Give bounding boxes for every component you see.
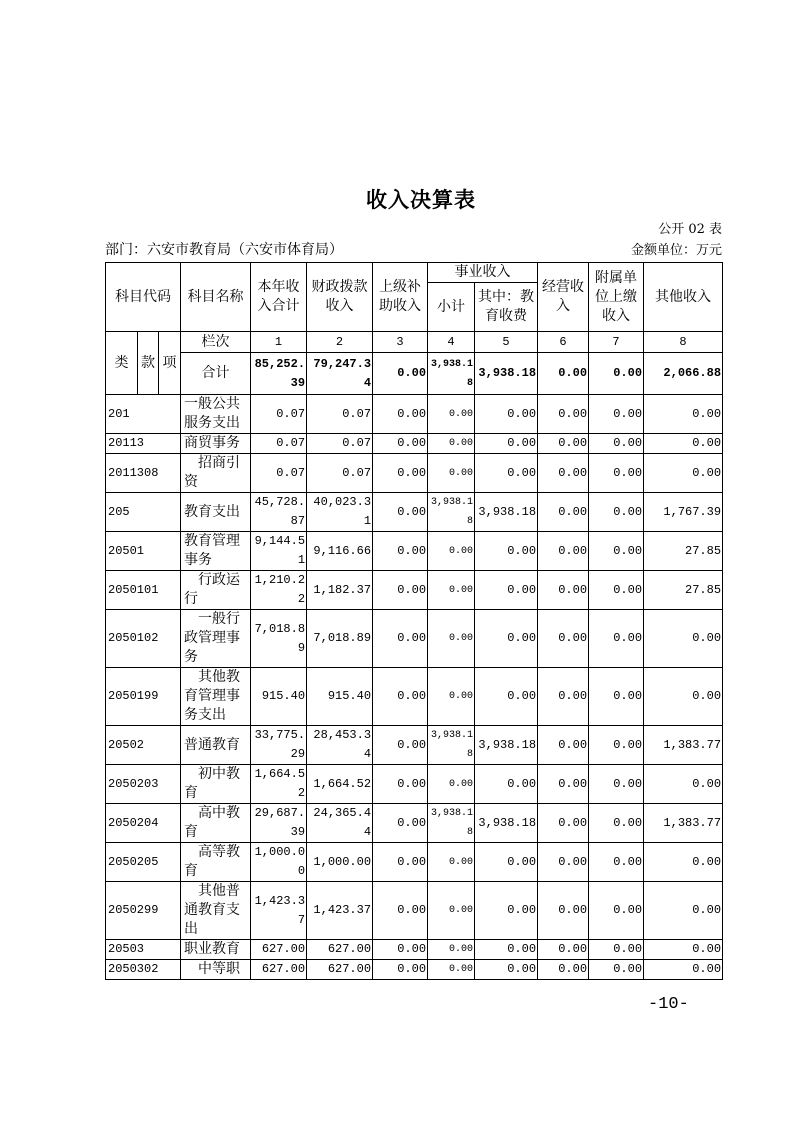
fiscal-appropriation-cell: 24,365.44 [307, 804, 373, 843]
table-row [106, 726, 723, 765]
operating-income-cell: 0.00 [538, 454, 589, 493]
other-income-cell: 0.00 [644, 395, 723, 434]
subject-name-cell: 普通教育 [181, 726, 251, 765]
subject-name-cell: 高中教育 [181, 804, 251, 843]
page-title: 收入决算表 [366, 187, 476, 212]
subject-name-cell: 初中教育 [181, 765, 251, 804]
total-income-cell: 627.00 [251, 960, 307, 980]
operating-income-cell: 0.00 [538, 726, 589, 765]
column-index-label: 栏次 [181, 332, 251, 353]
page-number: -10- [648, 995, 689, 1014]
table-row [106, 668, 723, 726]
table-row [106, 843, 723, 882]
total-income-cell: 1,423.37 [251, 882, 307, 940]
fiscal-appropriation-cell: 915.40 [307, 668, 373, 726]
affiliated-remittance-total: 0.00 [589, 353, 644, 395]
business-subtotal-cell: 0.00 [428, 765, 475, 804]
code-level-class: 类 [106, 332, 138, 395]
total-income-cell: 1,664.52 [251, 765, 307, 804]
business-subtotal-cell: 0.00 [428, 882, 475, 940]
other-income-cell: 0.00 [644, 454, 723, 493]
income-table [105, 262, 723, 980]
education-fees-cell: 0.00 [475, 765, 538, 804]
table-row [106, 454, 723, 493]
total-row [106, 353, 723, 395]
table-row [106, 960, 723, 980]
superior-subsidy-total: 0.00 [373, 353, 428, 395]
fiscal-appropriation-cell: 1,664.52 [307, 765, 373, 804]
operating-income-cell: 0.00 [538, 960, 589, 980]
operating-income-cell: 0.00 [538, 571, 589, 610]
table-row [106, 532, 723, 571]
business-subtotal-total: 3,938.18 [428, 353, 475, 395]
subject-name-cell: 教育支出 [181, 493, 251, 532]
table-row [106, 804, 723, 843]
subject-name-cell: 招商引资 [181, 454, 251, 493]
superior-subsidy-cell: 0.00 [373, 434, 428, 454]
other-income-cell: 27.85 [644, 571, 723, 610]
code-level-section: 款 [138, 332, 159, 395]
affiliated-remittance-cell: 0.00 [589, 571, 644, 610]
subject-code-cell: 20503 [106, 940, 181, 960]
affiliated-remittance-cell: 0.00 [589, 726, 644, 765]
subject-code-cell: 201 [106, 395, 181, 434]
header-business-subtotal: 小计 [428, 283, 475, 332]
header-education-fees: 其中：教育收费 [475, 283, 538, 332]
superior-subsidy-cell: 0.00 [373, 395, 428, 434]
header-superior-subsidy: 上级补助收入 [373, 263, 428, 332]
fiscal-appropriation-cell: 7,018.89 [307, 610, 373, 668]
operating-income-cell: 0.00 [538, 610, 589, 668]
subject-name-cell: 高等教育 [181, 843, 251, 882]
affiliated-remittance-cell: 0.00 [589, 610, 644, 668]
subject-name-cell: 中等职 [181, 960, 251, 980]
affiliated-remittance-cell: 0.00 [589, 434, 644, 454]
operating-income-cell: 0.00 [538, 804, 589, 843]
fiscal-appropriation-cell: 0.07 [307, 454, 373, 493]
business-subtotal-cell: 0.00 [428, 960, 475, 980]
subject-code-cell: 2050199 [106, 668, 181, 726]
subject-code-cell: 2050302 [106, 960, 181, 980]
table-body [106, 332, 723, 980]
fiscal-appropriation-cell: 0.07 [307, 434, 373, 454]
column-index-number: 4 [428, 332, 475, 353]
header-affiliated-remittance: 附属单位上缴收入 [589, 263, 644, 332]
fiscal-appropriation-cell: 627.00 [307, 960, 373, 980]
department-label: 部门：六安市教育局（六安市体育局） [105, 242, 343, 258]
table-header [106, 263, 723, 332]
column-index-number: 3 [373, 332, 428, 353]
header-subject-code: 科目代码 [106, 263, 181, 332]
code-level-item: 项 [159, 332, 181, 395]
total-income-cell: 9,144.51 [251, 532, 307, 571]
affiliated-remittance-cell: 0.00 [589, 493, 644, 532]
table-row [106, 434, 723, 454]
affiliated-remittance-cell: 0.00 [589, 395, 644, 434]
total-income-cell: 1,000.00 [251, 843, 307, 882]
operating-income-cell: 0.00 [538, 532, 589, 571]
superior-subsidy-cell: 0.00 [373, 843, 428, 882]
subject-code-cell: 2050204 [106, 804, 181, 843]
total-income-cell: 0.07 [251, 395, 307, 434]
subject-name-cell: 职业教育 [181, 940, 251, 960]
fiscal-appropriation-cell: 1,182.37 [307, 571, 373, 610]
education-fees-cell: 0.00 [475, 434, 538, 454]
fiscal-appropriation-cell: 9,116.66 [307, 532, 373, 571]
operating-income-cell: 0.00 [538, 493, 589, 532]
subject-code-cell: 20113 [106, 434, 181, 454]
fiscal-appropriation-cell: 0.07 [307, 395, 373, 434]
education-fees-total: 3,938.18 [475, 353, 538, 395]
superior-subsidy-cell: 0.00 [373, 610, 428, 668]
operating-income-cell: 0.00 [538, 882, 589, 940]
other-income-cell: 0.00 [644, 940, 723, 960]
other-income-cell: 0.00 [644, 882, 723, 940]
table-row [106, 395, 723, 434]
business-subtotal-cell: 0.00 [428, 395, 475, 434]
education-fees-cell: 3,938.18 [475, 804, 538, 843]
total-income-total: 85,252.39 [251, 353, 307, 395]
superior-subsidy-cell: 0.00 [373, 493, 428, 532]
affiliated-remittance-cell: 0.00 [589, 960, 644, 980]
subject-code-cell: 2050101 [106, 571, 181, 610]
other-income-cell: 27.85 [644, 532, 723, 571]
superior-subsidy-cell: 0.00 [373, 804, 428, 843]
business-subtotal-cell: 0.00 [428, 434, 475, 454]
table-row [106, 571, 723, 610]
other-income-cell: 0.00 [644, 434, 723, 454]
header-business-income: 事业收入 [428, 263, 538, 283]
operating-income-cell: 0.00 [538, 843, 589, 882]
operating-income-total: 0.00 [538, 353, 589, 395]
superior-subsidy-cell: 0.00 [373, 940, 428, 960]
business-subtotal-cell: 0.00 [428, 843, 475, 882]
column-index-row [106, 332, 723, 353]
total-income-cell: 0.07 [251, 434, 307, 454]
business-subtotal-cell: 0.00 [428, 571, 475, 610]
affiliated-remittance-cell: 0.00 [589, 454, 644, 493]
operating-income-cell: 0.00 [538, 434, 589, 454]
operating-income-cell: 0.00 [538, 765, 589, 804]
table-row [106, 493, 723, 532]
column-index-number: 6 [538, 332, 589, 353]
business-subtotal-cell: 0.00 [428, 454, 475, 493]
other-income-cell: 0.00 [644, 610, 723, 668]
education-fees-cell: 0.00 [475, 882, 538, 940]
total-income-cell: 1,210.22 [251, 571, 307, 610]
operating-income-cell: 0.00 [538, 940, 589, 960]
subject-code-cell: 2050102 [106, 610, 181, 668]
affiliated-remittance-cell: 0.00 [589, 765, 644, 804]
column-index-number: 8 [644, 332, 723, 353]
education-fees-cell: 0.00 [475, 668, 538, 726]
business-subtotal-cell: 3,938.18 [428, 493, 475, 532]
fiscal-appropriation-cell: 627.00 [307, 940, 373, 960]
superior-subsidy-cell: 0.00 [373, 454, 428, 493]
other-income-cell: 0.00 [644, 843, 723, 882]
total-label: 合计 [181, 353, 251, 395]
subject-name-cell: 其他普通教育支出 [181, 882, 251, 940]
header-subject-name: 科目名称 [181, 263, 251, 332]
subject-name-cell: 其他教育管理事务支出 [181, 668, 251, 726]
total-income-cell: 915.40 [251, 668, 307, 726]
table-row [106, 610, 723, 668]
education-fees-cell: 3,938.18 [475, 726, 538, 765]
other-income-total: 2,066.88 [644, 353, 723, 395]
other-income-cell: 1,383.77 [644, 804, 723, 843]
fiscal-appropriation-cell: 1,423.37 [307, 882, 373, 940]
subject-code-cell: 205 [106, 493, 181, 532]
business-subtotal-cell: 0.00 [428, 940, 475, 960]
header-total-income: 本年收入合计 [251, 263, 307, 332]
education-fees-cell: 3,938.18 [475, 493, 538, 532]
education-fees-cell: 0.00 [475, 843, 538, 882]
other-income-cell: 1,383.77 [644, 726, 723, 765]
business-subtotal-cell: 0.00 [428, 532, 475, 571]
fiscal-appropriation-cell: 40,023.31 [307, 493, 373, 532]
superior-subsidy-cell: 0.00 [373, 765, 428, 804]
superior-subsidy-cell: 0.00 [373, 571, 428, 610]
subject-code-cell: 2050205 [106, 843, 181, 882]
other-income-cell: 1,767.39 [644, 493, 723, 532]
subject-code-cell: 20502 [106, 726, 181, 765]
column-index-number: 1 [251, 332, 307, 353]
subject-name-cell: 一般公共服务支出 [181, 395, 251, 434]
superior-subsidy-cell: 0.00 [373, 668, 428, 726]
table-row [106, 765, 723, 804]
fiscal-appropriation-cell: 1,000.00 [307, 843, 373, 882]
other-income-cell: 0.00 [644, 765, 723, 804]
other-income-cell: 0.00 [644, 668, 723, 726]
education-fees-cell: 0.00 [475, 532, 538, 571]
affiliated-remittance-cell: 0.00 [589, 532, 644, 571]
total-income-cell: 45,728.87 [251, 493, 307, 532]
education-fees-cell: 0.00 [475, 610, 538, 668]
subject-code-cell: 20501 [106, 532, 181, 571]
superior-subsidy-cell: 0.00 [373, 960, 428, 980]
superior-subsidy-cell: 0.00 [373, 882, 428, 940]
total-income-cell: 0.07 [251, 454, 307, 493]
fiscal-appropriation-cell: 28,453.34 [307, 726, 373, 765]
affiliated-remittance-cell: 0.00 [589, 843, 644, 882]
header-row [106, 263, 723, 283]
column-index-number: 5 [475, 332, 538, 353]
fiscal-appropriation-total: 79,247.34 [307, 353, 373, 395]
total-income-cell: 33,775.29 [251, 726, 307, 765]
table-row [106, 940, 723, 960]
business-subtotal-cell: 0.00 [428, 668, 475, 726]
form-number: 公开 02 表 [658, 222, 722, 237]
business-subtotal-cell: 3,938.18 [428, 726, 475, 765]
affiliated-remittance-cell: 0.00 [589, 940, 644, 960]
subject-name-cell: 一般行政管理事务 [181, 610, 251, 668]
column-index-number: 7 [589, 332, 644, 353]
operating-income-cell: 0.00 [538, 668, 589, 726]
total-income-cell: 7,018.89 [251, 610, 307, 668]
superior-subsidy-cell: 0.00 [373, 532, 428, 571]
header-operating-income: 经营收入 [538, 263, 589, 332]
operating-income-cell: 0.00 [538, 395, 589, 434]
subject-code-cell: 2050299 [106, 882, 181, 940]
amount-unit-label: 金额单位：万元 [630, 243, 722, 258]
other-income-cell: 0.00 [644, 960, 723, 980]
subject-name-cell: 商贸事务 [181, 434, 251, 454]
affiliated-remittance-cell: 0.00 [589, 804, 644, 843]
business-subtotal-cell: 0.00 [428, 610, 475, 668]
total-income-cell: 627.00 [251, 940, 307, 960]
business-subtotal-cell: 3,938.18 [428, 804, 475, 843]
affiliated-remittance-cell: 0.00 [589, 668, 644, 726]
header-fiscal-appropriation: 财政拨款收入 [307, 263, 373, 332]
education-fees-cell: 0.00 [475, 571, 538, 610]
table-row [106, 882, 723, 940]
subject-code-cell: 2011308 [106, 454, 181, 493]
education-fees-cell: 0.00 [475, 454, 538, 493]
subject-name-cell: 教育管理事务 [181, 532, 251, 571]
subject-code-cell: 2050203 [106, 765, 181, 804]
education-fees-cell: 0.00 [475, 940, 538, 960]
education-fees-cell: 0.00 [475, 395, 538, 434]
education-fees-cell: 0.00 [475, 960, 538, 980]
header-other-income: 其他收入 [644, 263, 723, 332]
column-index-number: 2 [307, 332, 373, 353]
subject-name-cell: 行政运行 [181, 571, 251, 610]
superior-subsidy-cell: 0.00 [373, 726, 428, 765]
affiliated-remittance-cell: 0.00 [589, 882, 644, 940]
total-income-cell: 29,687.39 [251, 804, 307, 843]
